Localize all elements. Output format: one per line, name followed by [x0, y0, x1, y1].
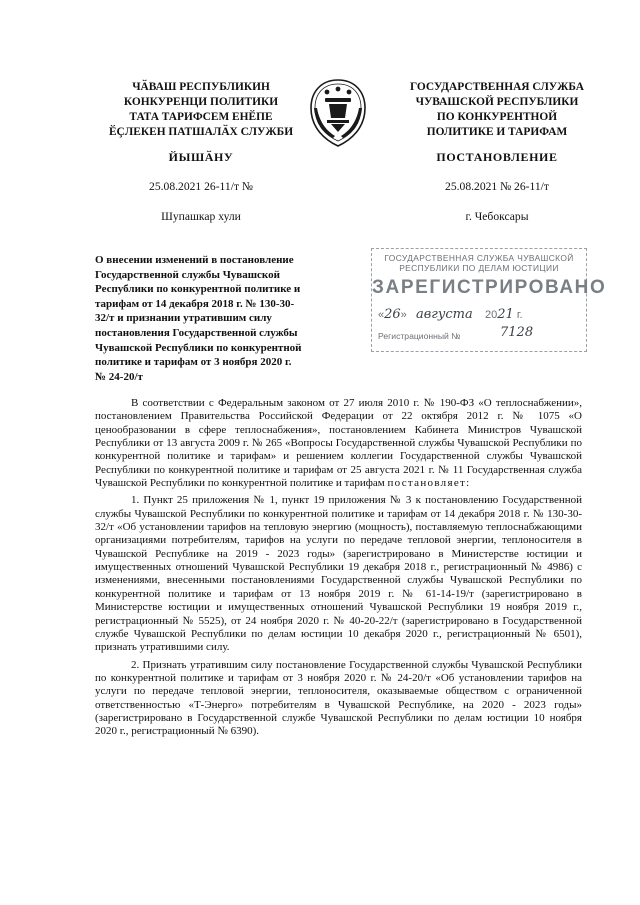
document-title [95, 253, 335, 384]
header-right-line-1: ГОСУДАРСТВЕННАЯ СЛУЖБА [409, 81, 585, 93]
stamp-year-suffix: г. [516, 309, 523, 321]
decree-word: постановляет: [387, 477, 471, 490]
title-line: Чувашской Республики по конкурентной [95, 341, 302, 354]
stamp-reg [378, 325, 578, 341]
stamp-month: августа [415, 307, 473, 322]
header-left-line-1: ЧӐВАШ РЕСПУБЛИКИН [132, 81, 270, 93]
title-line: Республики по конкурентной политике и [95, 283, 301, 296]
stamp-year-prefix: 20 [485, 309, 498, 321]
item-2-paragraph: 2. Признать утратившим силу постановление Государственной службы Чувашской Республики по конкурентной политике и тарифам от 3 ноября 2020 г. № 24-20/т «Об установлении тарифов на услуги по передаче тепловой энергии, теплоносителя, оказываемые обществом с ограниченной ответственностью «Т-Энерго» потребителям в Чувашской Республике, на 2020 - 2023 годы» (зарегистрировано в Государственной службе Чувашской Республики по делам юстиции 10 ноября 2020 г., регистрационный № 6390). [95, 658, 582, 738]
preamble-paragraph [95, 397, 582, 490]
item-1-paragraph: 1. Пункт 25 приложения № 1, пункт 19 приложения № 3 к постановлению Государственной службы Чувашской Республики по конкурентной политике и тарифам от 14 декабря 2018 г. № 130-30-32/т «Об установлении тарифов на тепловую энергию (мощность), поставляемую теплоснабжающими организациями потребителям, тарифов на услуги по передаче тепловой энергии, теплоносителя в Чувашской Республике на 2019 - 2023 годы» (зарегистрировано в Министерстве юстиции и имущественных отношений Чувашской Республики 19 декабря 2018 г., регистрационный № 4986) с изменениями, внесенными постановлениями Государственной службы Чувашской Республики по конкурентной политике и тарифам от 13 ноября 2019 г. № 61-14-19/т (зарегистрировано в Министерстве юстиции и имущественных отношений Чувашской Республики 19 ноября 2019 г., регистрационный № 5525), от 24 ноября 2020 г. № 40-20-22/т (зарегистрировано в Государственной службе Чувашской Республики по делам юстиции 10 декабря 2020 г., регистрационный № 6501), признать утратившими силу. [95, 494, 582, 654]
header-right-line-2: ЧУВАШСКОЙ РЕСПУБЛИКИ [415, 96, 579, 108]
title-line: 32/т и признании утратившим силу [95, 312, 272, 325]
stamp-date: «26» августа 2021 г. [378, 307, 523, 322]
title-line: постановления Государственной службы [95, 326, 298, 339]
stamp-reg-label: Регистрационный № [378, 331, 461, 341]
header-right-line-3: ПО КОНКУРЕНТНОЙ [436, 111, 558, 123]
title-line: тарифам от 14 декабря 2018 г. № 130-30- [95, 297, 295, 310]
title-line: О внесении изменений в постановление [95, 254, 294, 266]
stamp-registered: ЗАРЕГИСТРИРОВАНО [372, 277, 607, 298]
stamp-year: 21 [497, 307, 514, 322]
chuvash-emblem-icon [305, 74, 371, 150]
doc-kind-russian: ПОСТАНОВЛЕНИЕ [436, 150, 558, 164]
registration-stamp [371, 248, 607, 352]
header-left-line-3: ТАТА ТАРИФСЕМ ЕНӖПЕ [129, 111, 273, 123]
header-left-org-name [88, 80, 314, 140]
preamble-text: В соответствии с Федеральным законом от 27 июля 2010 г. № 190-ФЗ «О теплоснабжении», постановлением Правительства Российской Федерации от 22 октября 2012 г. № 1075 «О ценообразовании в сфере теплоснабжения», постановлением Кабинета Министров Чувашской Республики от 13 августа 2009 г. № 265 «Вопросы Государственной службы Чувашской Республики по конкурентной политике и тарифам» и решением коллегии Государственной службы Чувашской Республики по конкурентной политике и тарифам от 25 августа 2021 г. № 11 Государственная служба Чувашской Республики по конкурентной политике и тарифам [95, 397, 582, 490]
date-number-chuvash: 25.08.2021 26-11/т № [149, 180, 253, 193]
stamp-org-line-1: ГОСУДАРСТВЕННАЯ СЛУЖБА ЧУВАШСКОЙ [384, 253, 574, 263]
header-left-line-2: КОНКУРЕНЦИ ПОЛИТИКИ [123, 96, 279, 108]
stamp-reg-number: 7128 [500, 325, 534, 340]
title-line: Государственной службы Чувашской [95, 268, 280, 281]
stamp-org-line-2: РЕСПУБЛИКИ ПО ДЕЛАМ ЮСТИЦИИ [399, 263, 559, 273]
date-number-russian: 25.08.2021 № 26-11/т [445, 180, 549, 193]
title-line: политике и тарифам от 3 ноября 2020 г. [95, 356, 292, 369]
document-body [95, 397, 582, 743]
stamp-org [372, 253, 586, 273]
title-line: № 24-20/т [95, 370, 143, 383]
stamp-day: 26 [384, 307, 401, 322]
city-chuvash: Шупашкар хули [161, 210, 241, 223]
header-left-line-4: ӖҪЛЕКЕН ПАТШАЛӐХ СЛУЖБИ [108, 126, 294, 138]
header-right-line-4: ПОЛИТИКЕ И ТАРИФАМ [426, 126, 568, 138]
header-right-org-name [384, 80, 610, 140]
doc-kind-chuvash: ЙЫШӐНУ [168, 150, 234, 164]
city-russian: г. Чебоксары [465, 210, 529, 223]
